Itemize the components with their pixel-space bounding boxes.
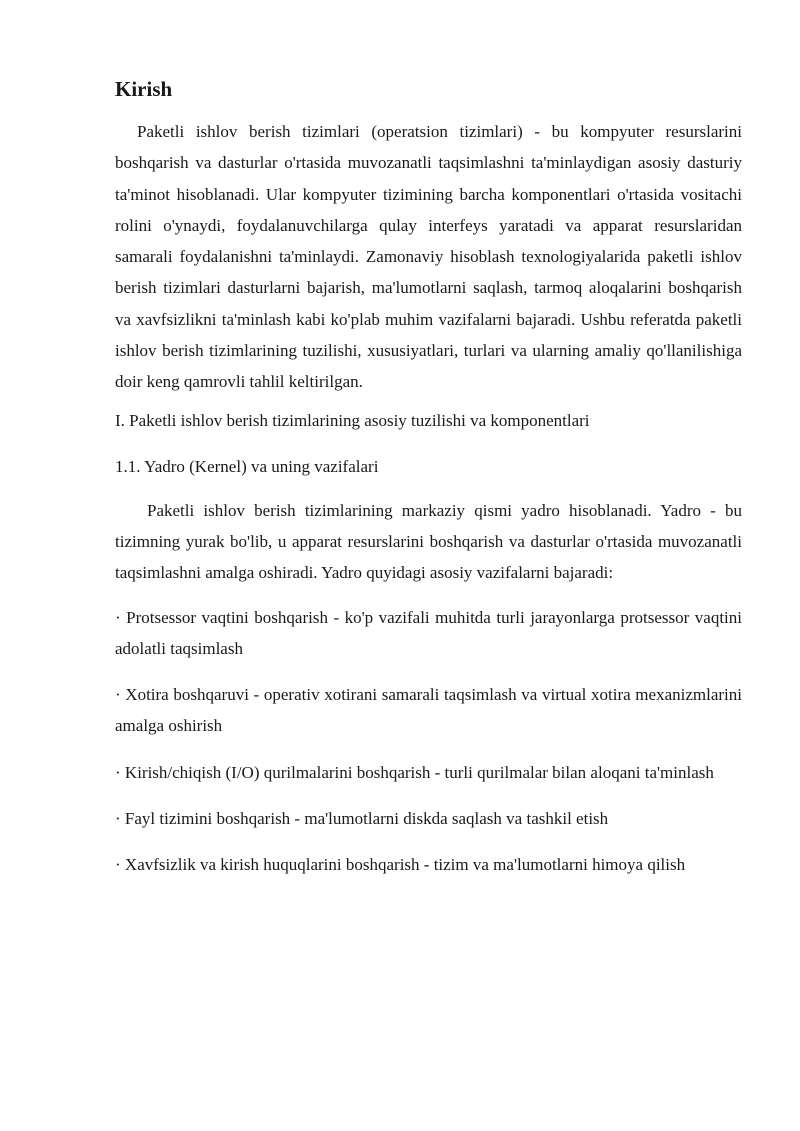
- list-item: · Protsessor vaqtini boshqarish - ko'p vazifali muhitda turli jarayonlarga protsessor vaqtini adolatli taqsimlash: [115, 607, 742, 658]
- page-title: Kirish: [115, 77, 173, 101]
- document-page: [115, 74, 742, 896]
- list-item: · Kirish/chiqish (I/O) qurilmalarini boshqarish - turli qurilmalar bilan aloqani ta'minlash: [115, 762, 714, 782]
- list-item: · Xavfsizlik va kirish huquqlarini boshqarish - tizim va ma'lumotlarni himoya qilish: [115, 855, 686, 875]
- list-item: · Fayl tizimini boshqarish - ma'lumotlarni diskda saqlash va tashkil etish: [115, 809, 609, 829]
- kernel-tasks-list: [115, 602, 742, 881]
- list-item: · Xotira boshqaruvi - operativ xotirani samarali taqsimlash va virtual xotira mexanizmlarini amalga oshirish: [115, 685, 742, 736]
- subsection-title: 1.1. Yadro (Kernel) va uning vazifalari: [115, 456, 379, 476]
- intro-paragraph: Paketli ishlov berish tizimlari (operatsion tizimlari) - bu kompyuter resurslarini boshqarish va dasturlar o'rtasida muvozanatli taqsimlashni ta'minlaydigan asosiy dasturiy ta'minot hisoblanadi. Ular kompyuter tizimining barcha komponentlari o'rtasida vositachi rolini o'ynaydi, foydalanuvchilarga qulay interfeys yaratadi va apparat resurslaridan samarali foydalanishni ta'minlaydi. Zamonaviy hisoblash texnologiyalarida paketli ishlov berish tizimlari dasturlarni bajarish, ma'lumotlarni saqlash, tarmoq aloqalarini boshqarish va xavfsizlikni ta'minlash kabi ko'plab muhim vazifalarni bajaradi. Ushbu referatda paketli ishlov berish tizimlarining tuzilishi, xususiyatlari, turlari va ularning amaliy qo'llanilishiga doir keng qamrovli tahlil keltirilgan.: [115, 122, 742, 392]
- section-title: I. Paketli ishlov berish tizimlarining asosiy tuzilishi va komponentlari: [115, 410, 590, 430]
- kernel-paragraph: Paketli ishlov berish tizimlarining markaziy qismi yadro hisoblanadi. Yadro - bu tizimning yurak bo'lib, u apparat resurslarini boshqarish va dasturlar o'rtasida muvozanatli taqsimlashni amalga oshiradi. Yadro quyidagi asosiy vazifalarni bajaradi:: [115, 500, 742, 583]
